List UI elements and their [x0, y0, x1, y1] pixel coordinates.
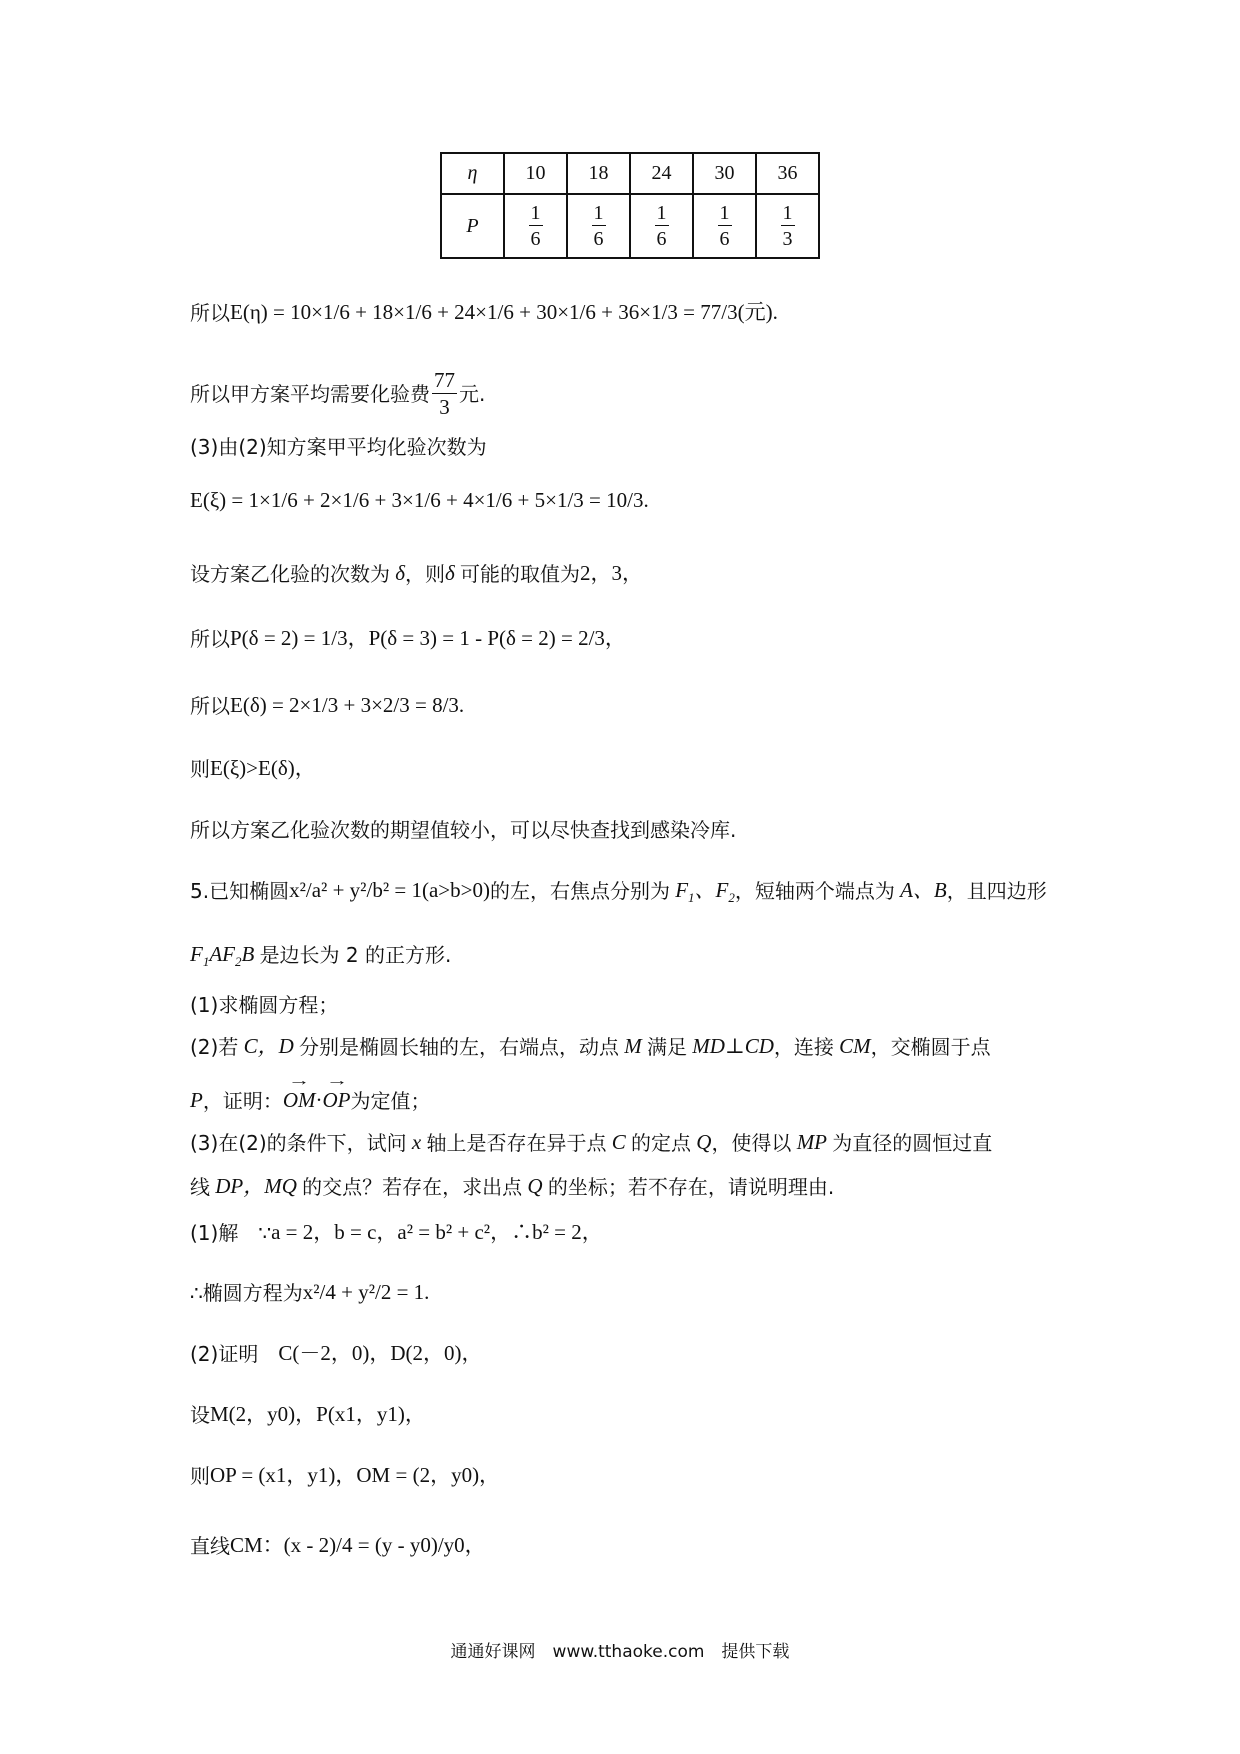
problem-5-statement: 5.已知椭圆 x²/a² + y²/b² = 1(a>b>0) 的左，右焦点分别为 $F_1$、$F_2$ ，短轴两个端点为 A、B ，且四边形 — [190, 878, 1047, 906]
problem-5-part-3-cont: 线 DP，MQ 的交点？若存在，求出点 Q 的坐标；若不存在，请说明理由. — [190, 1174, 835, 1199]
problem-5-part-1: (1)求椭圆方程； — [190, 993, 339, 1017]
expectation-delta-formula: E(δ) = 2×1/3 + 3×2/3 = 8/3. — [230, 693, 465, 717]
probability-table — [440, 152, 820, 259]
step-3-intro: (3)由(2)知方案甲平均化验次数为 — [190, 435, 487, 459]
line-cm-formula: CM：(x - 2)/4 = (y - y0)/y0， — [230, 1533, 486, 1557]
problem-5-part-3: (3)在(2)的条件下，试问 x 轴上是否存在异于点 C 的定点 Q ，使得以 MP 为直径的圆恒过直 — [190, 1130, 993, 1155]
solution-1-line: (1)解 ∵ a = 2，b = c，a² = b² + c²，∴b² = 2， — [190, 1220, 603, 1245]
delta-definition-line: 设方案乙化验的次数为 δ ，则 δ 可能的取值为 2，3， — [190, 561, 644, 586]
problem-5-line-2: $F_1AF_2B$ 是边长为 2 的正方形. — [190, 942, 452, 970]
table-cell: $\frac{1}{6}$ — [567, 194, 630, 258]
conclusion-line: 所以方案乙化验次数的期望值较小，可以尽快查找到感染冷库. — [190, 818, 737, 842]
table-header-eta: η — [441, 153, 504, 194]
table-header-p: P — [441, 194, 504, 258]
table-cell: 18 — [567, 153, 630, 194]
table-row — [441, 194, 819, 258]
define-points-formula: M(2，y0)，P(x1，y1)， — [210, 1402, 426, 1426]
delta-probability-formula: P(δ = 2) = 1/3，P(δ = 3) = 1 - P(δ = 2) = 2/3， — [230, 626, 626, 650]
line-cm-equation: 直线 CM：(x - 2)/4 = (y - y0)/y0， — [190, 1533, 486, 1558]
average-cost-line: 所以甲方案平均需要化验费 $\frac{77}{3}$ 元. — [190, 368, 486, 419]
expectation-eta-formula: E(η) = 10×1/6 + 18×1/6 + 24×1/6 + 30×1/6 + 36×1/3 = 77/3(元). — [230, 300, 778, 324]
page-footer: 通通好课网 www.tthaoke.com 提供下载 — [450, 1642, 790, 1662]
table-cell: $\frac{1}{6}$ — [693, 194, 756, 258]
problem-5-part-2: (2)若 C，D 分别是椭圆长轴的左，右端点，动点 M 满足 MD⊥CD ，连接 CM ，交椭圆于点 — [190, 1034, 991, 1059]
comparison-formula: E(ξ)>E(δ)， — [210, 756, 316, 780]
expectation-eta-line: 所以 E(η) = 10×1/6 + 18×1/6 + 24×1/6 + 30×1/6 + 36×1/3 = 77/3(元). — [190, 300, 778, 325]
expectation-xi-formula: E(ξ) = 1×1/6 + 2×1/6 + 3×1/6 + 4×1/6 + 5×1/3 = 10/3. — [190, 488, 649, 512]
table-cell: 24 — [630, 153, 693, 194]
cost-fraction: $\frac{77}{3}$ — [434, 368, 455, 419]
expectation-xi-line — [190, 490, 649, 511]
define-points-line: 设 M(2，y0)，P(x1，y1)， — [190, 1402, 426, 1427]
ellipse-result-line: ∴椭圆方程为 x²/4 + y²/2 = 1. — [190, 1280, 430, 1305]
vectors-line: 则 OP = (x1，y1)，OM = (2，y0)， — [190, 1463, 501, 1488]
ellipse-result-formula: x²/4 + y²/2 = 1. — [302, 1280, 430, 1304]
table-cell: 30 — [693, 153, 756, 194]
table-cell: $\frac{1}{3}$ — [756, 194, 819, 258]
table-row — [441, 153, 819, 194]
table-cell: 36 — [756, 153, 819, 194]
proof-start-line: (2)证明 C(－2，0)，D(2，0)， — [190, 1341, 483, 1366]
solution-1-formula: a = 2，b = c，a² = b² + c²，∴b² = 2， — [271, 1220, 603, 1244]
table-cell: 10 — [504, 153, 567, 194]
table-cell: $\frac{1}{6}$ — [504, 194, 567, 258]
delta-probability-line: 所以 P(δ = 2) = 1/3，P(δ = 3) = 1 - P(δ = 2) = 2/3， — [190, 626, 626, 651]
vectors-formula: OP = (x1，y1)，OM = (2，y0)， — [210, 1463, 501, 1487]
problem-5-part-2-cont: P ，证明： → OM · → OP 为定值； — [190, 1090, 431, 1111]
proof-points-formula: C(－2，0)，D(2，0)， — [278, 1341, 483, 1365]
expectation-delta-line: 所以 E(δ) = 2×1/3 + 3×2/3 = 8/3. — [190, 693, 465, 718]
comparison-line: 则 E(ξ)>E(δ)， — [190, 756, 316, 781]
table-cell: $\frac{1}{6}$ — [630, 194, 693, 258]
ellipse-equation: x²/a² + y²/b² = 1(a>b>0) — [289, 878, 490, 902]
